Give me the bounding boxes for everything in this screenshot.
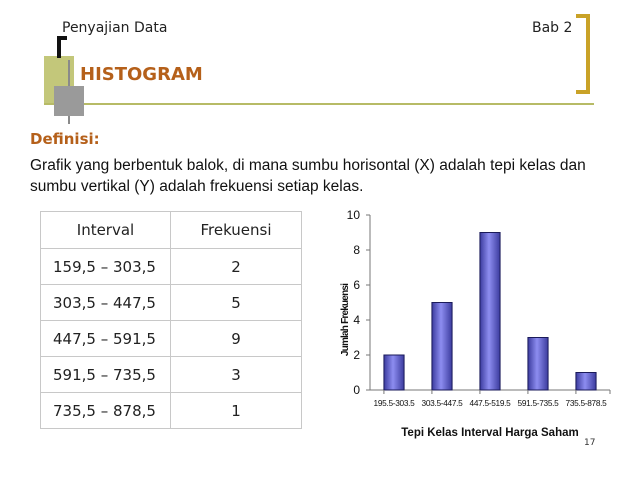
y-tick-label: 8	[353, 243, 360, 257]
header-section-name: Penyajian Data	[62, 20, 168, 36]
y-tick-label: 0	[353, 383, 360, 397]
table-row	[41, 249, 302, 285]
x-tick-label: 447.5-519.5	[469, 398, 511, 408]
table-row	[41, 285, 302, 321]
histogram-bar	[432, 303, 452, 391]
table-cell-interval: 591,5 – 735,5	[41, 357, 171, 393]
x-tick-label: 735.5-878.5	[565, 398, 607, 408]
table-cell-interval: 159,5 – 303,5	[41, 249, 171, 285]
definition-text: Grafik yang berbentuk balok, di mana sumbu horisontal (X) adalah tepi kelas dan sumbu vertikal (Y) adalah frekuensi setiap kelas.	[30, 157, 586, 195]
x-tick-label: 591.5-735.5	[517, 398, 559, 408]
table-cell-interval: 735,5 – 878,5	[41, 393, 171, 429]
decor-gold-bracket	[576, 14, 590, 94]
histogram-bar	[480, 233, 500, 391]
definition-label: Definisi:	[30, 130, 100, 148]
histogram-bar	[576, 373, 596, 391]
y-tick-label: 4	[353, 313, 360, 327]
x-axis-label: Tepi Kelas Interval Harga Saham	[401, 427, 579, 439]
slide-title: HISTOGRAM	[80, 64, 203, 85]
table-cell-interval: 303,5 – 447,5	[41, 285, 171, 321]
table-cell-frequency: 2	[171, 249, 302, 285]
table-header-frekuensi: Frekuensi	[171, 212, 302, 249]
decor-olive-line	[44, 103, 594, 105]
table-row	[41, 321, 302, 357]
y-tick-label: 6	[353, 278, 360, 292]
table-header-row	[41, 212, 302, 249]
x-tick-label: 303.5-447.5	[421, 398, 463, 408]
y-tick-label: 2	[353, 348, 360, 362]
table-header-interval: Interval	[41, 212, 171, 249]
table-row	[41, 393, 302, 429]
frequency-table	[40, 211, 302, 429]
table-cell-frequency: 9	[171, 321, 302, 357]
table-cell-frequency: 1	[171, 393, 302, 429]
histogram-bar	[384, 355, 404, 390]
table-cell-frequency: 3	[171, 357, 302, 393]
decor-dark-bracket	[57, 36, 67, 58]
table-cell-interval: 447,5 – 591,5	[41, 321, 171, 357]
y-axis-label: Jumlah Frekuensi	[340, 283, 351, 357]
y-tick-label: 10	[346, 208, 360, 222]
table-row	[41, 357, 302, 393]
x-tick-label: 195.5-303.5	[373, 398, 415, 408]
decor-gray-square	[54, 86, 84, 116]
header-chapter: Bab 2	[532, 20, 573, 36]
histogram-chart	[330, 200, 620, 445]
histogram-bar	[528, 338, 548, 391]
page-number: 17	[584, 438, 596, 448]
table-cell-frequency: 5	[171, 285, 302, 321]
